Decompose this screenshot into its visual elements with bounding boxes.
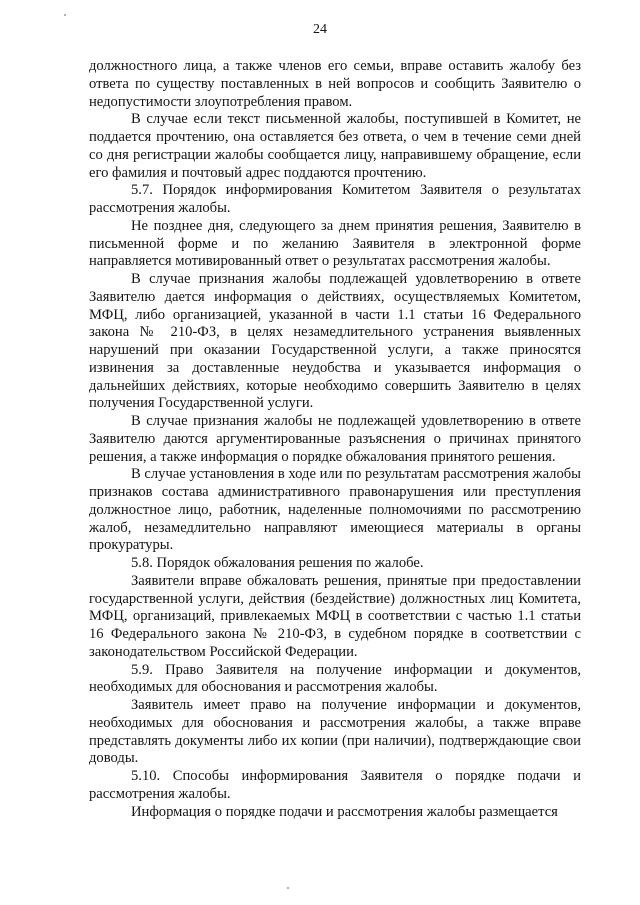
section-heading-5-9: 5.9. Право Заявителя на получение информации и документов, необходимых для обоснования и рассмотрения жалобы. <box>89 661 581 696</box>
paragraph: В случае установления в ходе или по результатам рассмотрения жалобы признаков состава административного правонарушения или преступления должностное лицо, работник, наделенные полномочиями по рассмотрению жалоб, незамедлительно направляют имеющиеся материалы в органы прокуратуры. <box>89 466 581 554</box>
paragraph: Заявители вправе обжаловать решения, принятые при предоставлении государственной услуги, действия (бездействие) должностных лиц Комитета, МФЦ, организаций, привлекаемых МФЦ в соответствии с частью 1.1 статьи 16 Федерального закона № 210-ФЗ, в судебном порядке в соответствии с законодательством Российской Федерации. <box>89 572 581 660</box>
paragraph: Информация о порядке подачи и рассмотрения жалобы размещается <box>131 803 558 820</box>
section-heading-5-8: 5.8. Порядок обжалования решения по жалобе. <box>131 555 424 571</box>
paragraph: В случае признания жалобы не подлежащей удовлетворению в ответе Заявителю даются аргументированные разъяснения о причинах принятого решения, а также информация о порядке обжалования принятого решения. <box>89 413 581 465</box>
paragraph-continuation: должностного лица, а также членов его семьи, вправе оставить жалобу без ответа по существу поставленных в ней вопросов и сообщить Заявителю о недопустимости злоупотребления правом. <box>89 58 581 110</box>
section-heading-5-10: 5.10. Способы информирования Заявителя о порядке подачи и рассмотрения жалобы. <box>89 768 581 802</box>
scan-speck <box>64 14 66 16</box>
paragraph: Заявитель имеет право на получение информации и документов, необходимых для обоснования и рассмотрения жалобы, а также вправе представлять документы либо их копии (при наличии), подтверждающие свои доводы. <box>89 697 581 767</box>
paragraph: В случае признания жалобы подлежащей удовлетворению в ответе Заявителю дается информация о действиях, осуществляемых Комитетом, МФЦ, либо организацией, указанной в части 1.1 статьи 16 Федерального закона № 210-ФЗ, в целях незамедлительного устранения выявленных нарушений при оказании Государственной услуги, а также приносятся извинения за доставленные неудобства и указывается информация о дальнейших действиях, которые необходимо совершить Заявителю в целях получения Государственной услуги. <box>89 271 581 412</box>
page-number: 24 <box>313 22 327 37</box>
scan-speck <box>287 887 289 889</box>
document-body <box>89 58 581 821</box>
paragraph: Не позднее дня, следующего за днем принятия решения, Заявителю в письменной форме и по желанию Заявителя в электронной форме направляется мотивированный ответ о результатах рассмотрения жалобы. <box>89 217 581 270</box>
paragraph: В случае если текст письменной жалобы, поступившей в Комитет, не поддается прочтению, она оставляется без ответа, о чем в течение семи дней со дня регистрации жалобы сообщается лицу, направившему обращение, если его фамилия и почтовый адрес поддаются прочтению. <box>89 111 581 181</box>
section-heading-5-7: 5.7. Порядок информирования Комитетом Заявителя о результатах рассмотрения жалобы. <box>89 182 581 216</box>
